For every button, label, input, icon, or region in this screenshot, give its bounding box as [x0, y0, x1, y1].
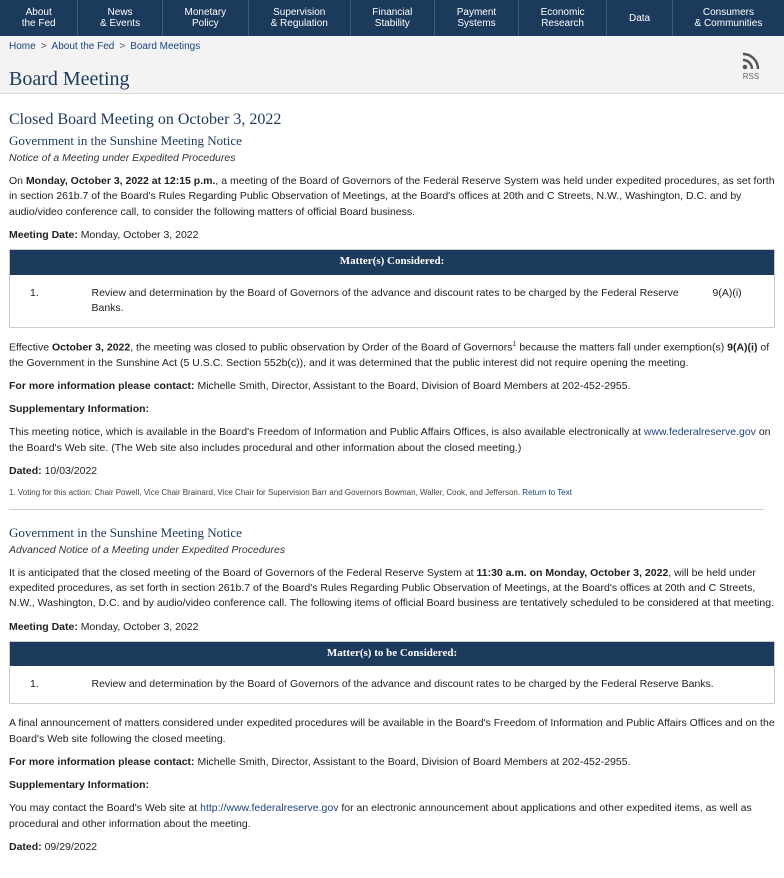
- table-row: [10, 275, 775, 328]
- breadcrumb: [9, 40, 775, 55]
- effective-date: October 3, 2022: [52, 341, 131, 354]
- dated-value: 09/29/2022: [44, 840, 98, 853]
- page-title: Board Meeting: [9, 67, 130, 90]
- supplementary-label: Supplementary Information:: [9, 779, 150, 792]
- breadcrumb-home[interactable]: Home: [9, 41, 36, 52]
- dated-label: Dated:: [9, 464, 42, 477]
- contact-label: For more information please contact:: [9, 379, 195, 392]
- matter-number: 1.: [30, 286, 39, 299]
- effective-statement: [9, 340, 775, 371]
- meeting-date-value: Monday, October 3, 2022: [80, 620, 199, 633]
- supp-text: This meeting notice, which is available in the Board's Freedom of Information and Public Affairs Offices, is also available electronically at: [9, 426, 644, 439]
- nav-monetary-policy[interactable]: [162, 0, 248, 36]
- main-content: [0, 94, 784, 855]
- nav-data[interactable]: [606, 0, 672, 36]
- intro-datetime: 11:30 a.m. on Monday, October 3, 2022: [476, 566, 669, 579]
- footnote-ref-link[interactable]: 1: [512, 341, 517, 349]
- exemption-code: 9(A)(i): [727, 341, 758, 354]
- nav-financial-stability[interactable]: [350, 0, 434, 36]
- supplementary-label: Supplementary Information:: [9, 403, 150, 416]
- matters-table-header: Matter(s) Considered:: [10, 250, 775, 275]
- effective-text: because the matters fall under exemption(s): [516, 341, 728, 354]
- footnote: [9, 487, 775, 499]
- federalreserve-link[interactable]: http://www.federalreserve.gov: [200, 802, 339, 815]
- intro-text: It is anticipated that the closed meeting of the Board of Governors of the Federal Reserve System at: [9, 566, 477, 579]
- contact-label: For more information please contact:: [9, 755, 195, 768]
- effective-text: of the Government in the Sunshine Act (5 U.S.C. Section 552b(c)), and it was determined that the public interest did not require opening the meeting.: [9, 341, 770, 369]
- nav-about-the-fed[interactable]: [0, 0, 77, 36]
- intro-datetime: Monday, October 3, 2022 at 12:15 p.m.: [25, 175, 216, 188]
- page-header: [0, 36, 784, 94]
- matter-number: 1.: [30, 678, 39, 691]
- effective-text: Effective: [9, 341, 52, 354]
- closed-meeting-section: [9, 110, 775, 499]
- intro-text: , will be held under expedited procedures, as set forth in section 261b.7 of the Board's Rules Regarding Public Observation of Meetings, at the Board's offices at 20th and C Streets, N.W., Washington, D.C. and by audio/video conference call. The following items of official Board business are tentatively scheduled to be considered at that meeting.: [9, 566, 774, 610]
- rss-icon: [742, 52, 760, 70]
- meeting-title: Closed Board Meeting on October 3, 2022: [9, 111, 282, 128]
- section-divider: [9, 509, 764, 510]
- nav-label: Economic Research: [540, 7, 585, 29]
- rss-link[interactable]: [740, 52, 762, 83]
- supplementary-info: [9, 425, 775, 455]
- nav-label: Data: [628, 12, 651, 24]
- nav-label: Payment Systems: [456, 7, 497, 29]
- nav-label: Supervision & Regulation: [270, 7, 328, 29]
- meeting-intro: [9, 566, 775, 612]
- dated-label: Dated:: [9, 840, 42, 853]
- meeting-date-value: Monday, October 3, 2022: [80, 228, 199, 241]
- nav-supervision-regulation[interactable]: [248, 0, 350, 36]
- return-to-text-link[interactable]: Return to Text: [522, 488, 572, 498]
- nav-economic-research[interactable]: [518, 0, 606, 36]
- supp-text: for an electronic announcement about applications and other expedited items, as well as procedural and other information about the meeting.: [9, 802, 752, 830]
- intro-text: On: [9, 175, 26, 188]
- contact-info: [9, 755, 775, 770]
- federalreserve-link[interactable]: www.federalreserve.gov: [643, 426, 756, 439]
- final-announcement: A final announcement of matters considered under expedited procedures will be available in the Board's Freedom of Information and Public Affairs Offices and on the Board's Web site following the closed meeting.: [9, 717, 775, 745]
- notice-subtitle: Advanced Notice of a Meeting under Expedited Procedures: [9, 543, 286, 556]
- matter-exemption-code: 9(A)(i): [712, 286, 742, 299]
- breadcrumb-board-meetings[interactable]: Board Meetings: [130, 41, 201, 52]
- meeting-date-label: Meeting Date:: [9, 228, 78, 241]
- nav-label: Financial Stability: [372, 7, 413, 29]
- nav-news-events[interactable]: [77, 0, 161, 36]
- footnote-text: 1. Voting for this action: Chair Powell, Vice Chair Brainard, Vice Chair for Supervision Barr and Governors Bowman, Waller, Cook, and Jefferson.: [9, 488, 521, 498]
- breadcrumb-separator: >: [40, 41, 47, 52]
- matter-text: Review and determination by the Board of Governors of the advance and discount rates to be charged by the Federal Reserve Banks.: [91, 286, 679, 314]
- dated-value: 10/03/2022: [44, 464, 98, 477]
- meeting-intro: [9, 174, 775, 220]
- contact-text: Michelle Smith, Director, Assistant to the Board, Division of Board Members at 202-452-2955.: [197, 379, 631, 392]
- dated: [9, 840, 775, 855]
- contact-text: Michelle Smith, Director, Assistant to the Board, Division of Board Members at 202-452-2955.: [197, 755, 631, 768]
- supp-text: You may contact the Board's Web site at: [9, 802, 201, 815]
- contact-info: [9, 379, 775, 394]
- notice-subtitle: Notice of a Meeting under Expedited Procedures: [9, 152, 236, 164]
- supp-text: on the Board's Web site. (The Web site also includes procedural and other information about the closed meeting.): [9, 426, 771, 454]
- dated: [9, 464, 775, 479]
- matters-table: [9, 641, 775, 705]
- notice-title: Government in the Sunshine Meeting Notice: [9, 524, 242, 540]
- intro-text: , a meeting of the Board of Governors of the Federal Reserve System was held under expedited procedures, as set forth in section 261b.7 of the Board's Rules Regarding Public Observation of Meetings, at the Board's offices at 20th and C Streets, N.W., Washington, D.C. and by audio/video conference call, to consider the following matters of official Board business.: [9, 175, 775, 218]
- top-navigation: [0, 0, 784, 36]
- nav-label: News & Events: [100, 7, 141, 29]
- matter-text: Review and determination by the Board of Governors of the advance and discount rates to be charged by the Federal Reserve Banks.: [91, 678, 714, 691]
- meeting-date: [9, 228, 775, 243]
- nav-label: About the Fed: [21, 7, 56, 29]
- effective-text: , the meeting was closed to public observation by Order of the Board of Governors: [130, 341, 513, 354]
- rss-label: RSS: [742, 72, 760, 81]
- nav-payment-systems[interactable]: [434, 0, 518, 36]
- meeting-date: [9, 620, 775, 635]
- table-row: [10, 666, 775, 704]
- breadcrumb-about[interactable]: About the Fed: [51, 41, 115, 52]
- advance-notice-section: [9, 524, 775, 855]
- meeting-date-label: Meeting Date:: [9, 620, 78, 633]
- matters-table: [9, 249, 775, 328]
- nav-label: Monetary Policy: [184, 7, 227, 29]
- notice-title: Government in the Sunshine Meeting Notice: [9, 133, 242, 148]
- nav-label: Consumers & Communities: [694, 7, 763, 29]
- nav-consumers-communities[interactable]: [672, 0, 784, 36]
- supplementary-info: [9, 801, 775, 831]
- matters-table-header: Matter(s) to be Considered:: [10, 641, 775, 666]
- breadcrumb-separator: >: [119, 41, 126, 52]
